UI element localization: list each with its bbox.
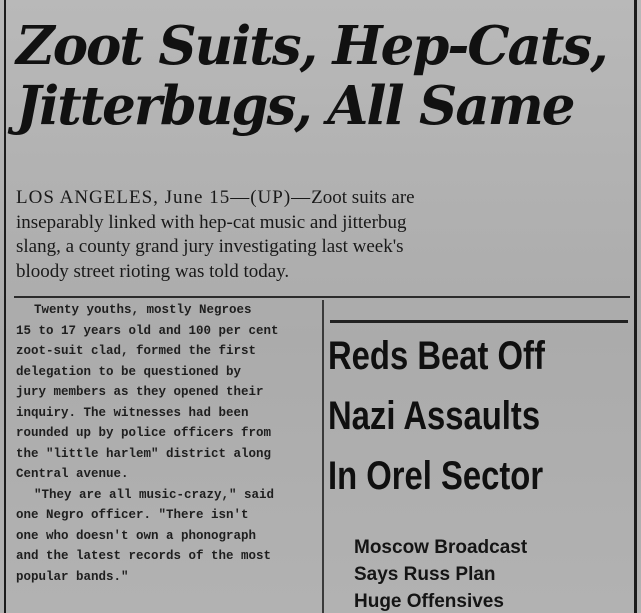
story-paragraph-2 (16, 485, 316, 588)
story-line: delegation to be questioned by (16, 364, 242, 379)
story-line: Twenty youths, mostly Negroes (34, 303, 252, 317)
story-line: inquiry. The witnesses had been (16, 405, 249, 420)
story-line: the "little harlem" district along (16, 446, 272, 461)
lead-line-1 (16, 186, 628, 211)
side-story-top-rule (330, 320, 628, 323)
headline-line-2: Jitterbugs, All Same (16, 75, 574, 137)
story-line: and the latest records of the most (16, 549, 272, 563)
story-column (16, 300, 316, 587)
lead-paragraph (16, 186, 628, 284)
lead-line-1-rest: Zoot suits are (311, 187, 415, 208)
story-line: 15 to 17 years old and 100 per cent (16, 323, 279, 338)
side-headline-line-3: In Orel Sector (328, 454, 544, 498)
column-divider-rule (322, 300, 324, 613)
side-story-headline (328, 326, 574, 506)
side-headline-line-2: Nazi Assaults (328, 394, 541, 438)
story-line: popular bands." (16, 569, 129, 584)
lead-line-2: inseparably linked with hep-cat music and jitterbug (16, 211, 407, 233)
story-line: "They are all music-crazy," said (34, 487, 275, 502)
deck-line-2: Says Russ Plan (354, 564, 496, 585)
story-line: one Negro officer. "There isn't (16, 508, 249, 522)
main-headline (16, 16, 636, 136)
story-line: zoot-suit clad, formed the first (16, 344, 257, 358)
lead-line-3: slang, a county grand jury investigating last week's (16, 236, 404, 257)
side-headline-line-1: Reds Beat Off (328, 334, 545, 378)
lead-line-4: bloody street rioting was told today. (16, 260, 290, 282)
story-line: jury members as they opened their (16, 385, 264, 399)
side-story-deck (354, 534, 629, 613)
left-border-rule (4, 0, 6, 613)
deck-line-1: Moscow Broadcast (354, 537, 528, 558)
headline-line-1: Zoot Suits, Hep-Cats, (16, 15, 607, 77)
story-line: Central avenue. (16, 467, 129, 481)
story-line: one who doesn't own a phonograph (16, 528, 257, 543)
story-line: rounded up by police officers from (16, 426, 272, 440)
story-paragraph-1 (16, 300, 316, 485)
section-divider-rule (14, 296, 630, 298)
dateline: LOS ANGELES, June 15—(UP)— (16, 187, 312, 208)
deck-line-3: Huge Offensives (354, 591, 504, 612)
